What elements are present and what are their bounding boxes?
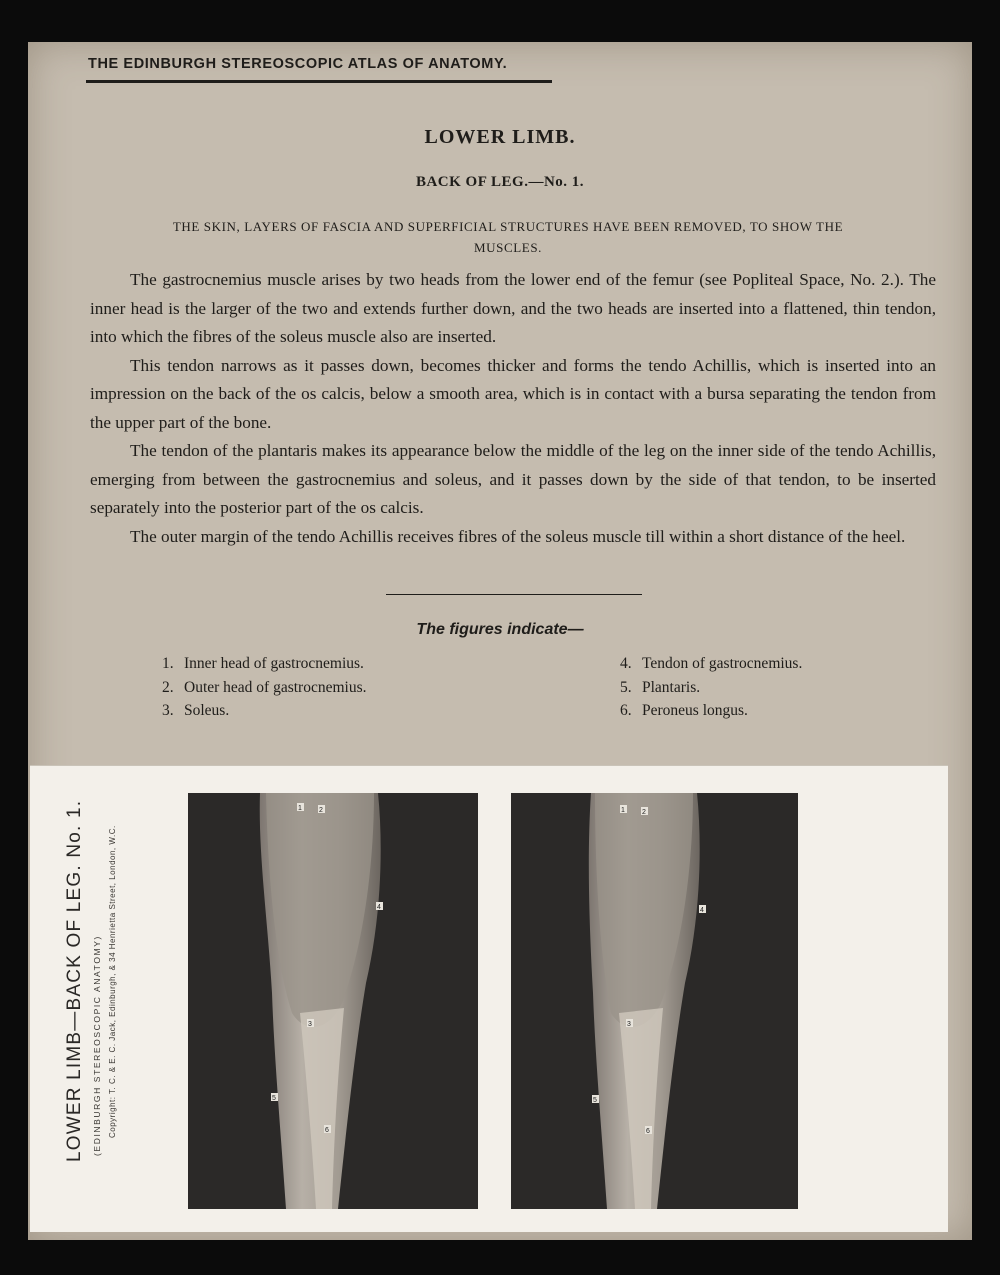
section-divider [386, 594, 642, 595]
stereo-card [30, 765, 948, 1232]
paragraph: This tendon narrows as it passes down, becomes thicker and forms the tendo Achillis, which is inserted into an impression on the back of the os calcis, below a smooth area, which is in contact with a bursa separating the tendon from the upper part of the bone. [90, 355, 936, 432]
figure-label: Inner head of gastrocnemius. [184, 655, 364, 672]
photo-label: 3 [308, 1021, 312, 1028]
figure-number: 2. [162, 678, 174, 696]
figure-item [162, 699, 367, 723]
atlas-header: THE EDINBURGH STEREOSCOPIC ATLAS OF ANATOMY. [88, 56, 508, 72]
figure-label: Tendon of gastrocnemius. [642, 655, 803, 672]
page-subtitle: BACK OF LEG.—No. 1. [415, 174, 585, 190]
paragraph: The gastrocnemius muscle arises by two heads from the lower end of the femur (see Popliteal Space, No. 2.). The inner head is the larger of the two and extends further down, and the two heads are inserted into a flattened, thin tendon, into which the fibres of the soleus muscle also are inserted. [90, 270, 936, 346]
figure-number: 5. [620, 678, 632, 696]
card-title: LOWER LIMB—BACK OF LEG. No. 1. [64, 799, 85, 1162]
preparation-note: THE SKIN, LAYERS OF FASCIA AND SUPERFICIAL STRUCTURES HAVE BEEN REMOVED, TO SHOW THE MUSCLES. [172, 219, 844, 255]
card-copyright: Copyright: T. C. & E. C. Jack, Edinburgh, & 34 Henrietta Street, London, W.C. [108, 825, 117, 1138]
figure-item [162, 652, 367, 676]
description-body [90, 266, 936, 551]
header-underline [86, 80, 552, 83]
paragraph: The outer margin of the tendo Achillis receives fibres of the soleus muscle till within a short distance of the heel. [130, 526, 906, 546]
photo-label: 5 [272, 1095, 276, 1102]
photo-label: 1 [621, 807, 625, 814]
figure-label: Plantaris. [642, 678, 701, 696]
figure-item [620, 676, 802, 700]
figures-heading: The figures indicate— [416, 621, 584, 638]
paragraph: The tendon of the plantaris makes its appearance below the middle of the leg on the inner side of the tendo Achillis, emerging from between the gastrocnemius and soleus, and it passes down by the side of that tendon, to be inserted separately into the posterior part of the os calcis. [90, 441, 936, 517]
figure-item [162, 676, 367, 700]
photo-label: 2 [642, 809, 646, 816]
figure-item [620, 699, 802, 723]
photo-label: 4 [377, 904, 381, 911]
stereo-photo-right [511, 793, 798, 1209]
figure-label: Peroneus longus. [642, 702, 748, 719]
figures-list-right [620, 652, 802, 723]
photo-label: 6 [646, 1128, 650, 1135]
photo-label: 5 [593, 1097, 597, 1104]
figure-number: 3. [162, 702, 174, 719]
photo-label: 3 [627, 1021, 631, 1028]
figure-number: 1. [162, 655, 174, 672]
page-title: LOWER LIMB. [424, 126, 576, 148]
photo-label: 4 [700, 907, 704, 914]
figures-list-left [162, 652, 367, 723]
photo-label: 1 [298, 805, 302, 812]
card-series: (EDINBURGH STEREOSCOPIC ANATOMY) [92, 935, 102, 1156]
figure-label: Soleus. [184, 702, 230, 719]
photo-label: 6 [325, 1127, 329, 1134]
figure-item [620, 652, 802, 676]
photo-label: 2 [319, 807, 323, 814]
figure-number: 6. [620, 702, 632, 719]
stereo-photo-left [188, 793, 478, 1209]
figure-number: 4. [620, 655, 632, 672]
figure-label: Outer head of gastrocnemius. [184, 678, 367, 696]
